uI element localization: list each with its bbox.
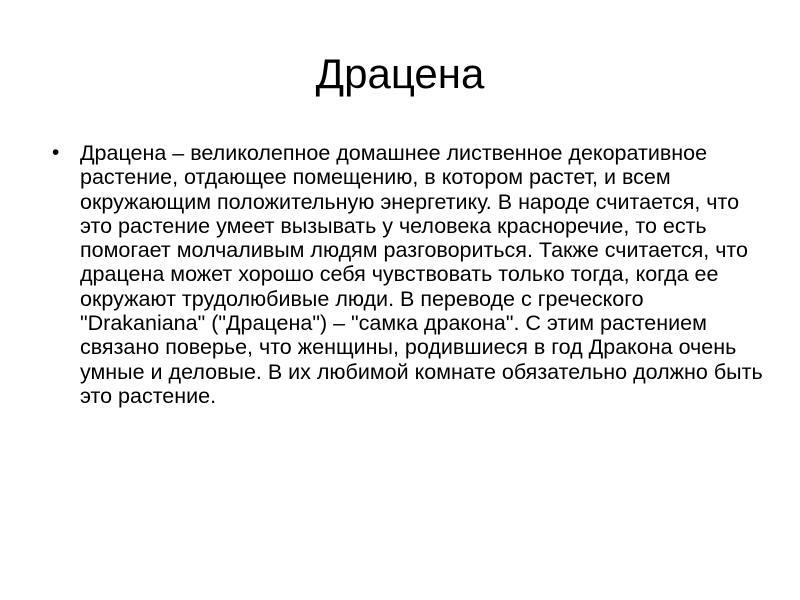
slide-title: Драцена bbox=[315, 50, 485, 97]
bullet-item bbox=[48, 141, 766, 408]
bullet-icon: • bbox=[52, 141, 60, 164]
bullet-text: Драцена – великолепное домашнее лиственное декоративное растение, отдающее помещению, в котором растет, и всем окружающим положительную энергетику. В народе считается, что это растение умеет вызывать у человека красноречие, то есть помогает молчаливым людям разговориться. Также считается, что драцена может хорошо себя чувствовать только тогда, когда ее окружают трудолюбивые люди. В переводе с греческого "Drakaniana" ("Драцена") – "самка дракона". С этим растением связано поверье, что женщины, родившиеся в год Дракона очень умные и деловые. В их любимой комнате обязательно должно быть это растение. bbox=[80, 141, 763, 408]
bullet-list bbox=[48, 141, 766, 408]
